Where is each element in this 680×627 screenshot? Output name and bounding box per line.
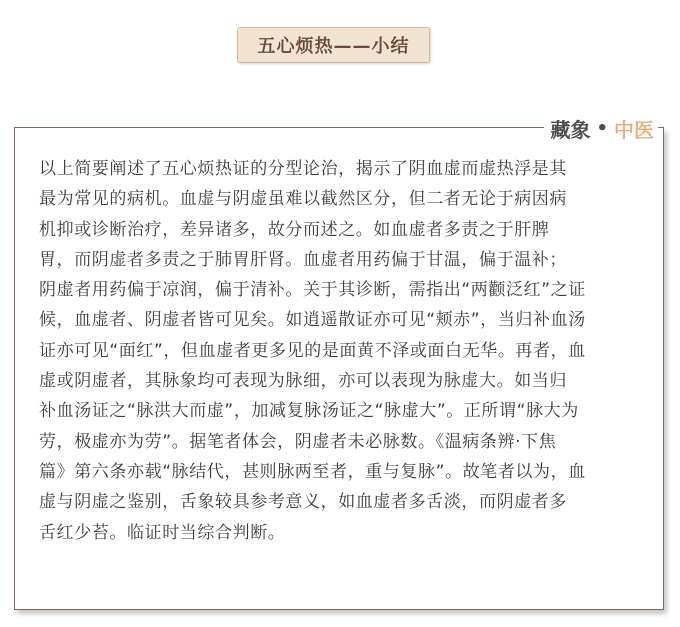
brand-accent-text: 中医 xyxy=(614,117,654,142)
brand-main-text: 藏象 xyxy=(550,117,591,142)
body-line: 篇》第六条亦载“脉结代，甚则脉两至者，重与复脉”。故笔者以为，血 xyxy=(39,461,586,482)
article-body xyxy=(39,154,649,548)
body-line: 最为常见的病机。血虚与阴虚虽难以截然区分，但二者无论于病因病 xyxy=(39,189,567,210)
body-line: 机抑或诊断治疗，差异诸多，故分而述之。如血虚者多责之于肝脾 xyxy=(39,219,550,240)
brand-separator-dot: • xyxy=(596,117,608,139)
body-line: 证亦可见“面红”，但血虚者更多见的是面黄不泽或面白无华。再者，血 xyxy=(39,340,586,361)
body-line: 舌红少苔。临证时当综合判断。 xyxy=(39,522,286,543)
section-title: 五心烦热——小结 xyxy=(257,36,410,57)
body-line: 劳，极虚亦为劳”。据笔者体会，阴虚者未必脉数。《温病条辨·下焦 xyxy=(39,431,557,452)
body-line: 虚与阴虚之鉴别，舌象较具参考意义，如血虚者多舌淡，而阴虚者多 xyxy=(39,492,567,513)
body-line: 候，血虚者、阴虚者皆可见矣。如逍遥散证亦可见“颊赤”，当归补血汤 xyxy=(39,310,586,331)
body-line: 补血汤证之“脉洪大而虚”，加减复脉汤证之“脉虚大”。正所谓“脉大为 xyxy=(39,401,579,422)
section-title-badge xyxy=(237,27,430,63)
brand-label xyxy=(544,112,658,144)
body-line: 以上简要阐述了五心烦热证的分型论治，揭示了阴血虚而虚热浮是其 xyxy=(39,159,567,179)
body-line: 胃，而阴虚者多责之于肺胃肝肾。血虚者用药偏于甘温，偏于温补； xyxy=(39,249,567,270)
body-line: 阴虚者用药偏于凉润，偏于清补。关于其诊断，需指出“两颧泛红”之证 xyxy=(39,280,586,301)
body-line: 虚或阴虚者，其脉象均可表现为脉细，亦可以表现为脉虚大。如当归 xyxy=(39,371,567,392)
